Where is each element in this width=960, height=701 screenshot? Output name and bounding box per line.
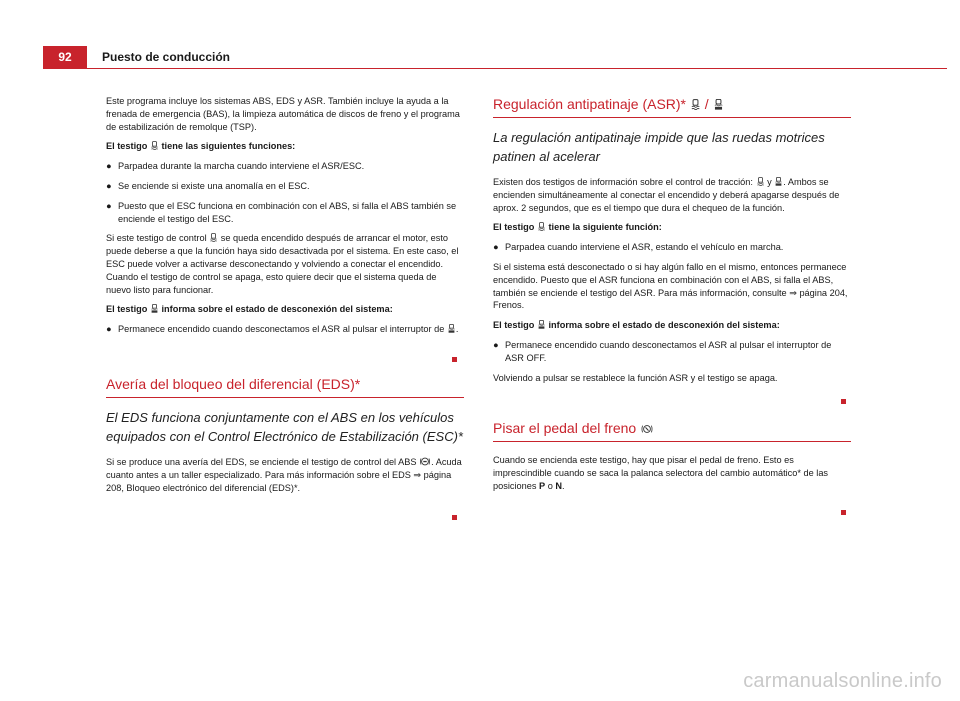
brake-pedal-icon xyxy=(641,424,653,434)
section-end-mark xyxy=(841,510,846,515)
eds-section-title: Avería del bloqueo del diferencial (EDS)* xyxy=(106,375,464,398)
esc-off-icon xyxy=(448,324,455,333)
right-column xyxy=(493,95,851,500)
bullet-icon: ● xyxy=(106,161,112,172)
asr-section-title: Regulación antipatinaje (ASR)* / xyxy=(493,95,851,118)
page-number: 92 xyxy=(43,46,87,68)
watermark: carmanualsonline.info xyxy=(743,670,942,692)
bullet-icon: ● xyxy=(493,339,499,350)
esc-off-icon xyxy=(151,304,158,313)
brake-section-title: Pisar el pedal del freno xyxy=(493,419,851,442)
bullet-icon: ● xyxy=(106,200,112,211)
bullet-icon: ● xyxy=(493,242,499,253)
list-item: ● Permanece encendido cuando desconectamos el ASR al pulsar el interruptor de . xyxy=(106,324,459,335)
esc-off-icon xyxy=(538,320,545,329)
left-column xyxy=(106,95,464,501)
esc-off-icon xyxy=(714,99,723,110)
asr-off-heading: El testigo informa sobre el estado de desconexión del sistema: xyxy=(493,320,780,331)
intro-paragraph: Este programa incluye los sistemas ABS, EDS y ASR. También incluye la ayuda a la frenada de emergencia (BAS), la limpieza automática de discos de freno y el programa de estabilización de remolque (TSP). xyxy=(106,96,460,132)
bullet-icon: ● xyxy=(106,180,112,191)
list-item: ● Parpadea cuando interviene el ASR, estando el vehículo en marcha. xyxy=(493,242,784,253)
section-end-mark xyxy=(452,357,457,362)
list-item: ● Parpadea durante la marcha cuando interviene el ASR/ESC. xyxy=(106,161,365,172)
esc-warning-icon xyxy=(757,177,764,186)
esc-warning-icon xyxy=(538,222,545,231)
abs-icon xyxy=(420,457,430,466)
asr-function-heading: El testigo tiene la siguiente función: xyxy=(493,222,662,233)
page-header xyxy=(43,46,947,69)
eds-lead: El EDS funciona conjuntamente con el ABS en los vehículos equipados con el Control Electrónico de Estabilización (ESC)* xyxy=(106,409,463,444)
asr-paragraph: Volviendo a pulsar se restablece la función ASR y el testigo se apaga. xyxy=(493,372,778,383)
section-end-mark xyxy=(452,515,457,520)
esc-paragraph: Si este testigo de control se queda encendido después de arrancar el motor, esto puede deberse a que la función haya sido desactivada por el sistema. En este caso, el ESC puede volver a activarse desconectando y volviendo a conectar el encendido. Cuando el testigo de control se apaga, esto quiere decir que el sistema queda de nuevo listo para funcionar. xyxy=(106,233,459,295)
esc-off-heading: El testigo informa sobre el estado de desconexión del sistema: xyxy=(106,304,393,315)
esc-off-icon xyxy=(775,177,782,186)
list-item: ● Puesto que el ESC funciona en combinación con el ABS, si falla el ABS también se enciende el testigo del ESC. xyxy=(106,200,457,224)
asr-paragraph: Existen dos testigos de información sobre el control de tracción: y . Ambos se encienden simultáneamente al conectar el encendido y deberá apagarse después de aprox. 2 segundos, que es el tiempo que dura el chequeo de la función. xyxy=(493,177,840,213)
bullet-icon: ● xyxy=(106,324,112,335)
eds-paragraph: Si se produce una avería del EDS, se enciende el testigo de control del ABS . Acuda cuanto antes a un taller especializado. Para más información sobre el EDS ⇒ página 208, Bloqueo electrónico del diferencial (EDS)*. xyxy=(106,456,462,493)
section-end-mark xyxy=(841,399,846,404)
list-item: ● Se enciende si existe una anomalía en el ESC. xyxy=(106,180,310,191)
esc-warning-icon xyxy=(210,233,217,242)
list-item: ● Permanece encendido cuando desconectamos el ASR al pulsar el interruptor de ASR OFF. xyxy=(493,339,832,363)
esc-warning-icon xyxy=(691,99,700,110)
brake-paragraph: Cuando se encienda este testigo, hay que pisar el pedal de freno. Esto es imprescindible cuando se saca la palanca selectora del cambio automático* de las posiciones P o N. xyxy=(493,455,829,491)
section-title: Puesto de conducción xyxy=(102,50,231,64)
esc-warning-icon xyxy=(151,141,158,150)
asr-lead: La regulación antipatinaje impide que las ruedas motrices patinen al acelerar xyxy=(493,130,825,164)
esc-functions-heading: El testigo tiene las siguientes funciones: xyxy=(106,141,296,152)
asr-paragraph: Si el sistema está desconectado o si hay algún fallo en el mismo, entonces permanece encendido. Puesto que el ASR funciona en combinación con el ABS, si falla el ABS, también se enciende el testigo del ASR. Para más información, consulte ⇒ página 204, Frenos. xyxy=(493,261,848,311)
